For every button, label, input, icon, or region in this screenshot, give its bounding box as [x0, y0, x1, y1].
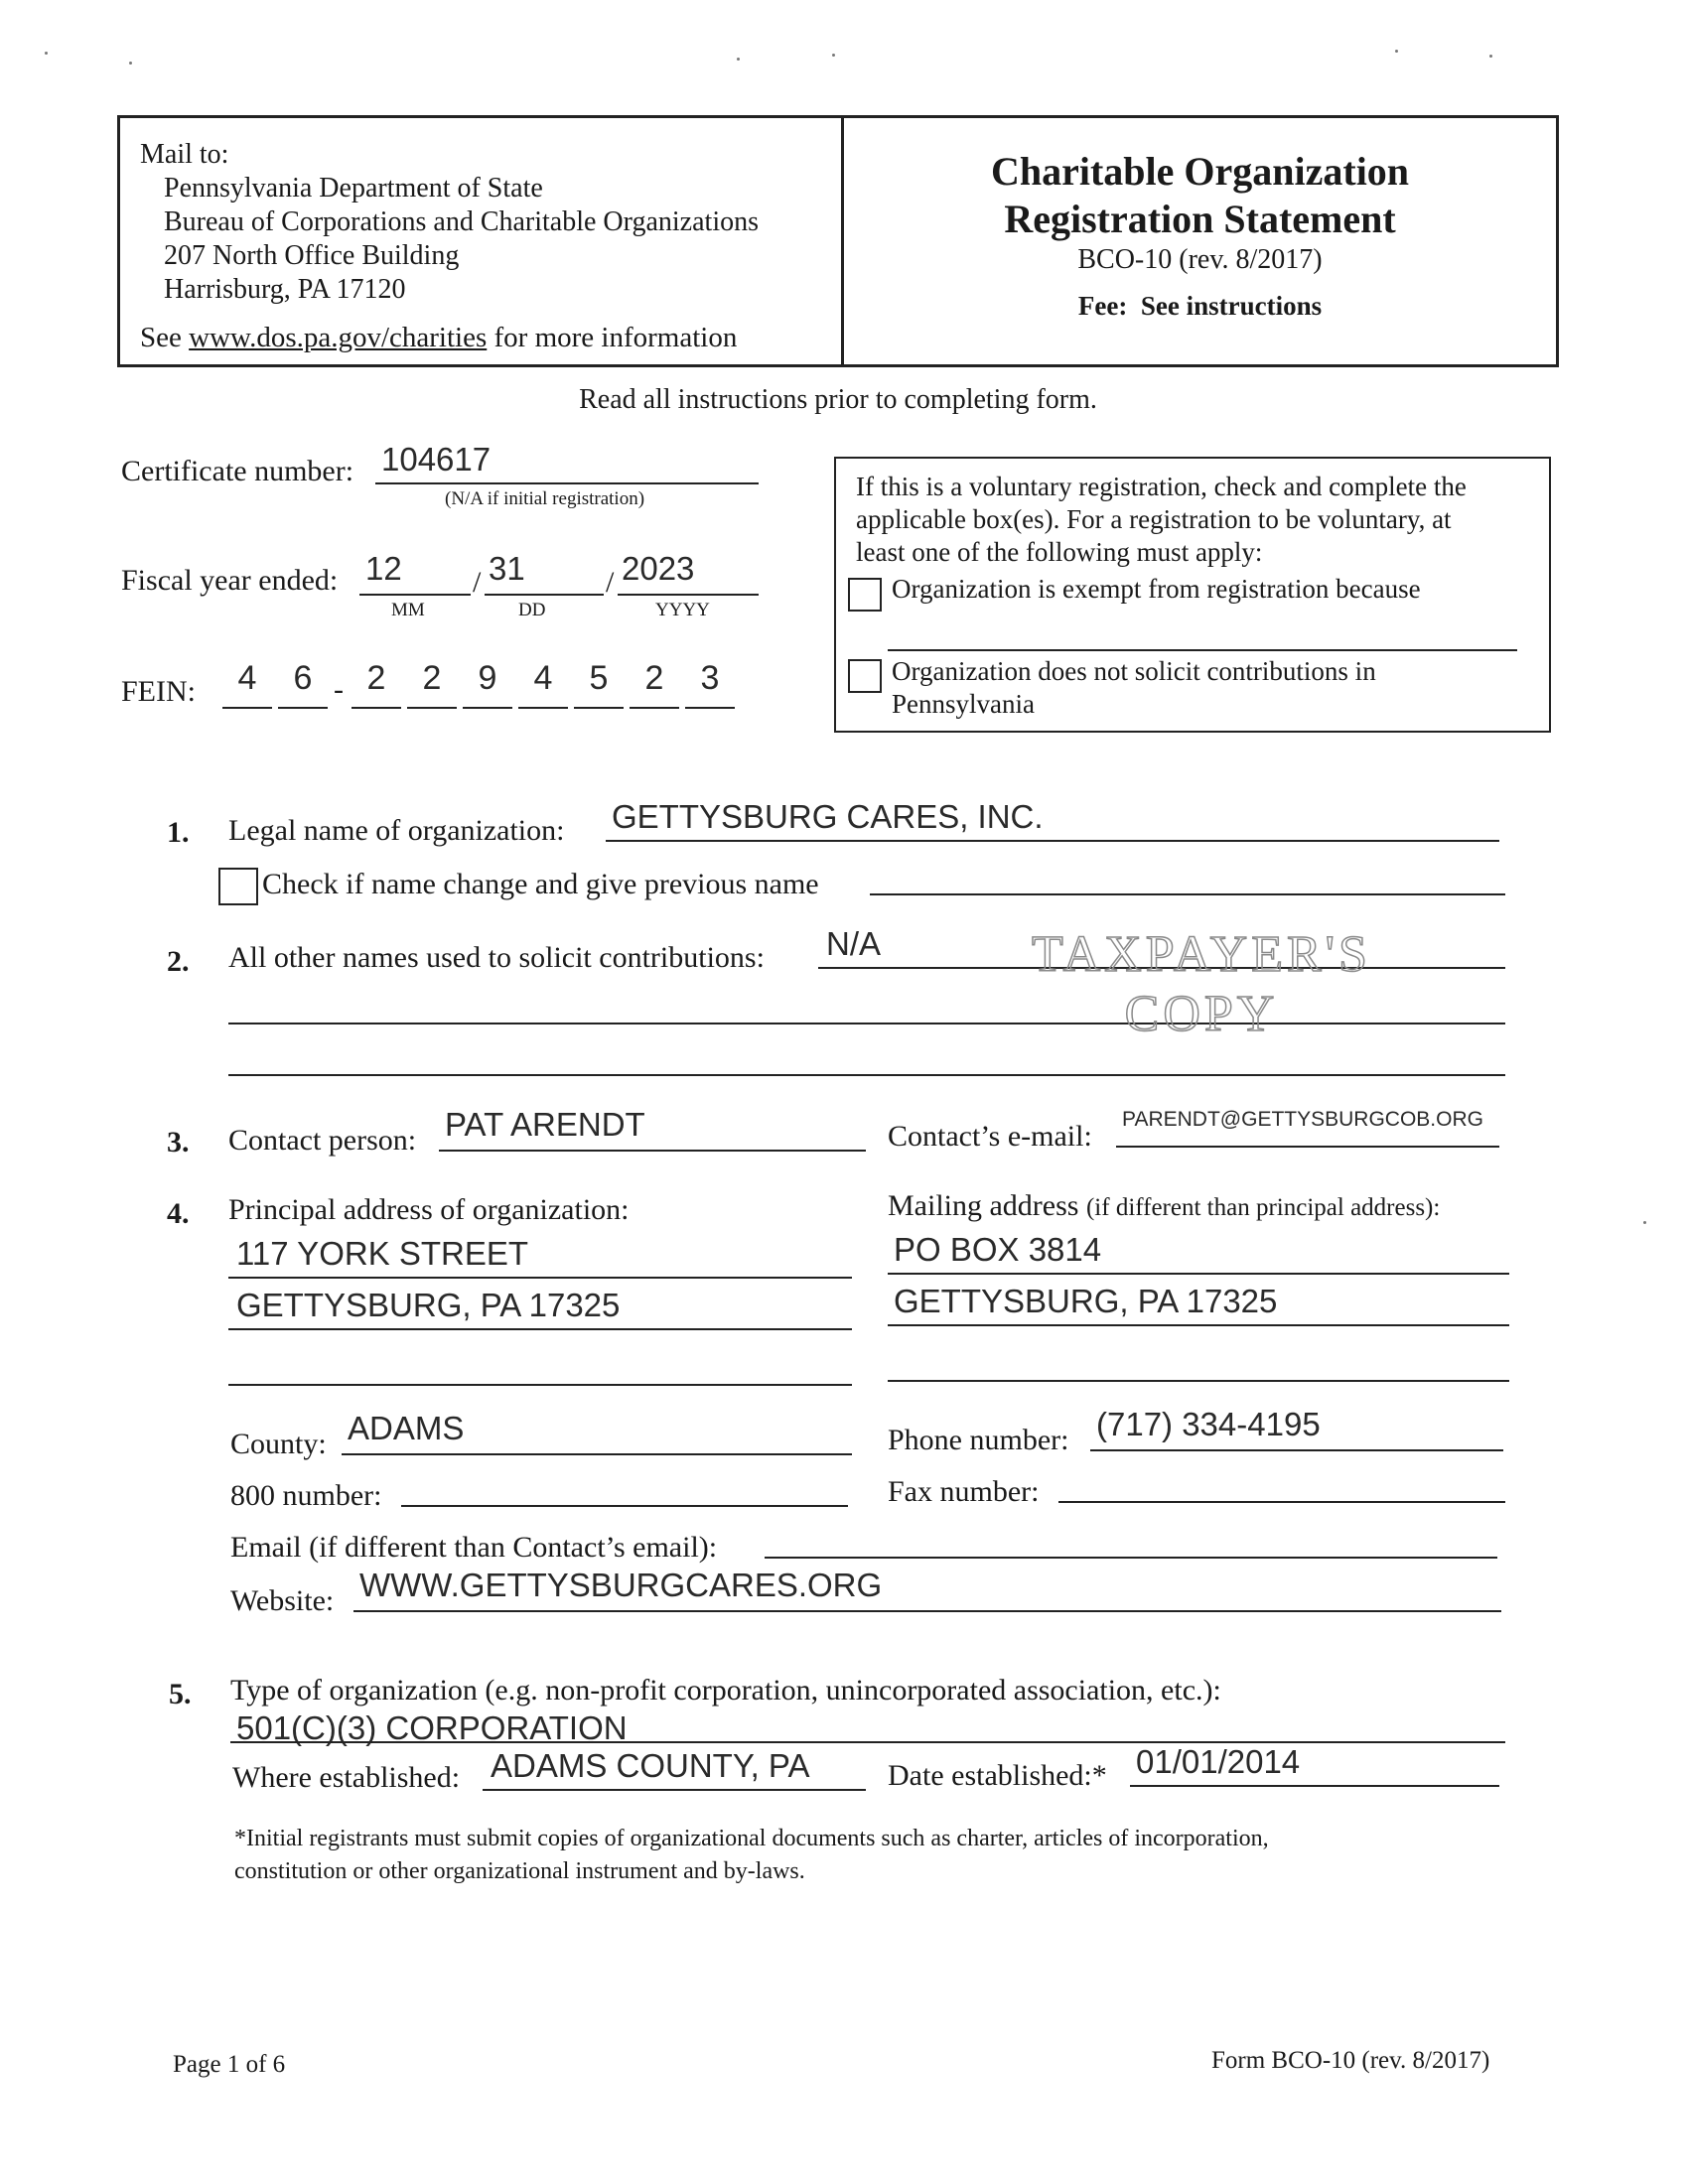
- fein-digit-line: [352, 707, 401, 709]
- website-value[interactable]: WWW.GETTYSBURGCARES.ORG: [359, 1567, 883, 1603]
- phone-value[interactable]: (717) 334-4195: [1096, 1406, 1321, 1442]
- fein-digit[interactable]: 4: [533, 659, 553, 697]
- other-names-value[interactable]: N/A: [826, 925, 882, 962]
- legal-name-line: [606, 840, 1499, 842]
- date-established-label: Date established:*: [888, 1759, 1107, 1792]
- certificate-line: [375, 482, 759, 484]
- scan-speck: [1643, 1221, 1646, 1224]
- exempt-reason-line: [888, 649, 1517, 651]
- scan-speck: [1489, 55, 1492, 58]
- county-value[interactable]: ADAMS: [348, 1410, 465, 1446]
- mailing-address-line1[interactable]: PO BOX 3814: [894, 1231, 1102, 1268]
- org-type-value[interactable]: 501(C)(3) CORPORATION: [236, 1709, 628, 1746]
- fiscal-month-value[interactable]: 12: [365, 550, 402, 587]
- dos-website-link[interactable]: www.dos.pa.gov/charities: [189, 322, 488, 353]
- phone-line: [1090, 1449, 1503, 1451]
- see-suffix: for more information: [487, 322, 738, 353]
- address-line: 207 North Office Building: [164, 240, 460, 271]
- address-line: Harrisburg, PA 17120: [164, 274, 406, 305]
- stamp-line2: COPY: [1124, 986, 1279, 1042]
- principal-address-rule: [228, 1328, 852, 1330]
- mailing-address-hint: (if different than principal address):: [1085, 1194, 1441, 1221]
- footnote-line: *Initial registrants must submit copies of organizational documents such as charter, articles of incorporation,: [234, 1826, 1269, 1851]
- toll-free-label: 800 number:: [230, 1479, 382, 1512]
- principal-address-line2[interactable]: GETTYSBURG, PA 17325: [236, 1287, 621, 1323]
- scan-speck: [832, 54, 835, 57]
- org-email-label: Email (if different than Contact’s email):: [230, 1531, 718, 1564]
- footer-form-code: Form BCO-10 (rev. 8/2017): [1211, 2047, 1490, 2074]
- org-type-line: [230, 1741, 1505, 1743]
- no-solicit-label: [892, 655, 1376, 721]
- fein-dash: -: [334, 673, 344, 706]
- fein-digit[interactable]: 2: [366, 659, 386, 697]
- no-solicit-checkbox[interactable]: [848, 659, 882, 693]
- item-number: 2.: [167, 945, 190, 978]
- org-type-label: Type of organization (e.g. non-profit corporation, unincorporated association, etc.):: [230, 1674, 1221, 1706]
- voluntary-intro-line: least one of the following must apply:: [856, 537, 1263, 567]
- address-line: Pennsylvania Department of State: [164, 173, 543, 204]
- fein-digit[interactable]: 5: [589, 659, 609, 697]
- contact-person-label: Contact person:: [228, 1124, 417, 1157]
- fiscal-month-line: [359, 594, 471, 596]
- mailing-address-label-text: Mailing address: [888, 1189, 1079, 1222]
- website-line: [353, 1610, 1501, 1612]
- other-names-line: [228, 1074, 1505, 1076]
- fein-digit-line: [278, 707, 328, 709]
- principal-address-label: Principal address of organization:: [228, 1193, 630, 1226]
- fein-digit[interactable]: 4: [237, 659, 257, 697]
- certificate-hint: (N/A if initial registration): [445, 488, 645, 509]
- form-title-block: [844, 148, 1556, 322]
- legal-name-label: Legal name of organization:: [228, 814, 565, 847]
- voluntary-intro: [856, 471, 1467, 569]
- org-email-line[interactable]: [765, 1557, 1497, 1559]
- mail-to-label: Mail to:: [140, 139, 229, 170]
- item-number: 5.: [169, 1678, 192, 1710]
- footnote: [234, 1823, 1269, 1888]
- fax-line[interactable]: [1058, 1501, 1505, 1503]
- no-solicit-label-line2: Pennsylvania: [892, 689, 1035, 719]
- principal-address-line1[interactable]: 117 YORK STREET: [236, 1235, 529, 1272]
- contact-person-value[interactable]: PAT ARENDT: [445, 1106, 645, 1143]
- name-change-label: Check if name change and give previous name: [262, 868, 819, 900]
- fiscal-year-label: Fiscal year ended:: [121, 564, 339, 597]
- header-box: [117, 115, 1559, 367]
- fiscal-day-line: [485, 594, 604, 596]
- fein-digit-line: [518, 707, 568, 709]
- county-line: [342, 1453, 852, 1455]
- fein-digit[interactable]: 6: [293, 659, 313, 697]
- name-change-checkbox[interactable]: [218, 868, 258, 905]
- fein-digit-line: [630, 707, 679, 709]
- address-line: Bureau of Corporations and Charitable Organizations: [164, 206, 759, 237]
- contact-email-value[interactable]: PARENDT@GETTYSBURGCOB.ORG: [1122, 1108, 1483, 1131]
- fee-value: See instructions: [1140, 291, 1323, 321]
- certificate-value[interactable]: 104617: [381, 441, 492, 478]
- voluntary-intro-line: applicable box(es). For a registration to be voluntary, at: [856, 504, 1452, 534]
- principal-address-rule: [228, 1384, 852, 1386]
- toll-free-line[interactable]: [401, 1505, 848, 1507]
- mailing-address-line2[interactable]: GETTYSBURG, PA 17325: [894, 1283, 1278, 1319]
- fein-digit[interactable]: 2: [644, 659, 664, 697]
- voluntary-intro-line: If this is a voluntary registration, check and complete the: [856, 472, 1467, 501]
- fax-label: Fax number:: [888, 1475, 1040, 1508]
- scan-speck: [1395, 50, 1398, 53]
- other-names-label: All other names used to solicit contributions:: [228, 941, 765, 974]
- mailing-address-rule: [888, 1324, 1509, 1326]
- item-number: 1.: [167, 816, 190, 849]
- fiscal-year-value[interactable]: 2023: [622, 550, 695, 587]
- contact-email-line: [1116, 1146, 1499, 1148]
- dd-label: DD: [518, 600, 546, 620]
- where-established-label: Where established:: [232, 1761, 461, 1794]
- footnote-line: constitution or other organizational instrument and by-laws.: [234, 1858, 805, 1884]
- scan-speck: [45, 52, 48, 55]
- fiscal-sep: /: [606, 566, 615, 599]
- see-prefix: See: [140, 322, 190, 353]
- where-established-line: [483, 1789, 866, 1791]
- exempt-checkbox[interactable]: [848, 578, 882, 612]
- fein-digit[interactable]: 3: [700, 659, 720, 697]
- fein-digit-line: [222, 707, 272, 709]
- instructions-note: Read all instructions prior to completing form.: [579, 384, 1097, 415]
- page-number: Page 1 of 6: [173, 2051, 286, 2078]
- fein-digit-line: [407, 707, 457, 709]
- scan-speck: [737, 58, 740, 61]
- voluntary-box: [834, 457, 1551, 733]
- scan-speck: [129, 62, 132, 65]
- item-number: 4.: [167, 1197, 190, 1230]
- yyyy-label: YYYY: [655, 600, 710, 620]
- phone-label: Phone number:: [888, 1424, 1069, 1456]
- county-label: County:: [230, 1428, 327, 1460]
- contact-person-line: [439, 1150, 866, 1152]
- fiscal-sep: /: [473, 566, 482, 599]
- fein-digit-line: [574, 707, 624, 709]
- fiscal-year-line: [618, 594, 759, 596]
- mailing-address-rule: [888, 1380, 1509, 1382]
- mailing-address-rule: [888, 1273, 1509, 1275]
- fein-digit[interactable]: 2: [422, 659, 442, 697]
- fiscal-day-value[interactable]: 31: [489, 550, 525, 587]
- mail-to-block: [140, 138, 759, 354]
- mailing-address-label: [888, 1189, 1440, 1223]
- previous-name-line: [870, 893, 1505, 895]
- date-established-line: [1130, 1785, 1499, 1787]
- where-established-value[interactable]: ADAMS COUNTY, PA: [491, 1747, 810, 1784]
- principal-address-rule: [228, 1277, 852, 1279]
- exempt-label: Organization is exempt from registration because: [892, 574, 1421, 604]
- stamp-line1: TAXPAYER'S: [1032, 926, 1371, 983]
- no-solicit-label-line1: Organization does not solicit contributions in: [892, 656, 1376, 686]
- form-title-line2: Registration Statement: [1004, 197, 1396, 241]
- mm-label: MM: [391, 600, 425, 620]
- fein-digit[interactable]: 9: [478, 659, 497, 697]
- fein-digit-line: [685, 707, 735, 709]
- form-code: BCO-10 (rev. 8/2017): [1077, 244, 1323, 275]
- date-established-value[interactable]: 01/01/2014: [1136, 1743, 1301, 1780]
- fein-label: FEIN:: [121, 675, 196, 708]
- legal-name-value[interactable]: GETTYSBURG CARES, INC.: [612, 798, 1044, 835]
- contact-email-label: Contact’s e-mail:: [888, 1120, 1092, 1153]
- certificate-label: Certificate number:: [121, 455, 354, 487]
- taxpayers-copy-stamp: [983, 925, 1420, 1044]
- item-number: 3.: [167, 1126, 190, 1159]
- fee-label: Fee:: [1077, 291, 1128, 321]
- website-label: Website:: [230, 1584, 335, 1617]
- fein-digit-line: [463, 707, 512, 709]
- form-title-line1: Charitable Organization: [990, 149, 1410, 194]
